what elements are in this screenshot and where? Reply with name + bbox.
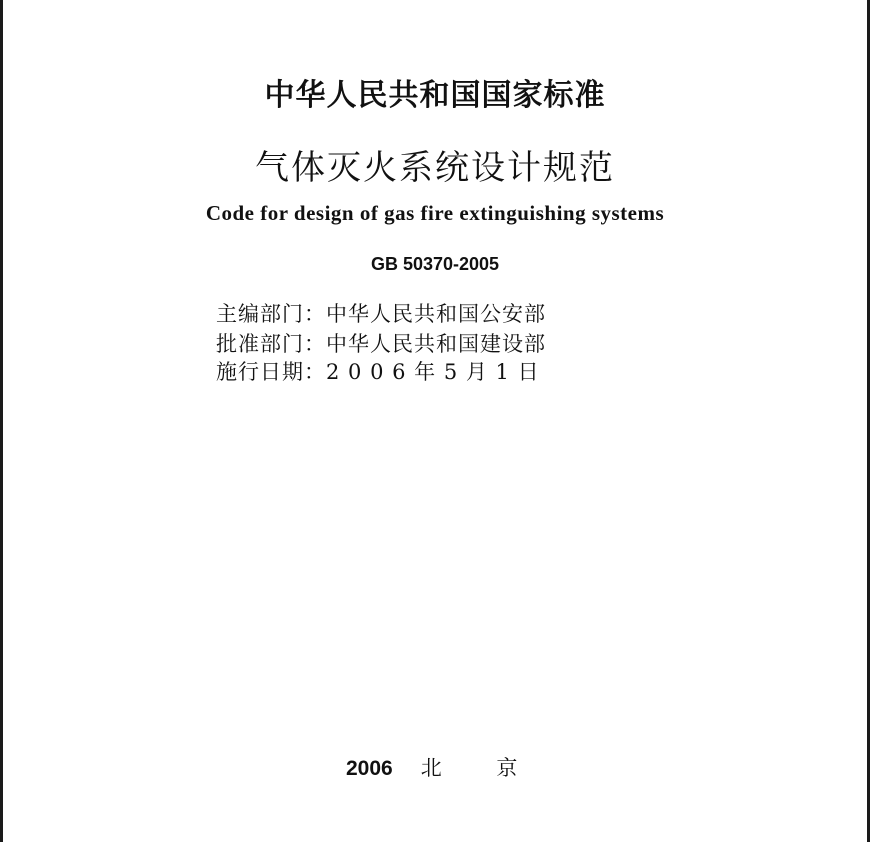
document-title-chinese: 气体灭火系统设计规范 <box>255 148 615 188</box>
approving-department: 批准部门：中华人民共和国建设部 <box>216 332 546 356</box>
standard-number: GB 50370-2005 <box>370 254 500 274</box>
left-page-edge <box>0 0 3 842</box>
publication-city: 北 京 <box>420 756 542 780</box>
effective-date: 施行日期：2 0 0 6 年 5 月 1 日 <box>216 360 540 384</box>
national-standard-heading: 中华人民共和国国家标准 <box>264 78 606 113</box>
publication-year: 2006 <box>346 757 393 780</box>
document-title-english: Code for design of gas fire extinguishing systems <box>205 201 665 225</box>
publication-footer <box>346 752 541 782</box>
editing-department: 主编部门：中华人民共和国公安部 <box>216 302 546 326</box>
